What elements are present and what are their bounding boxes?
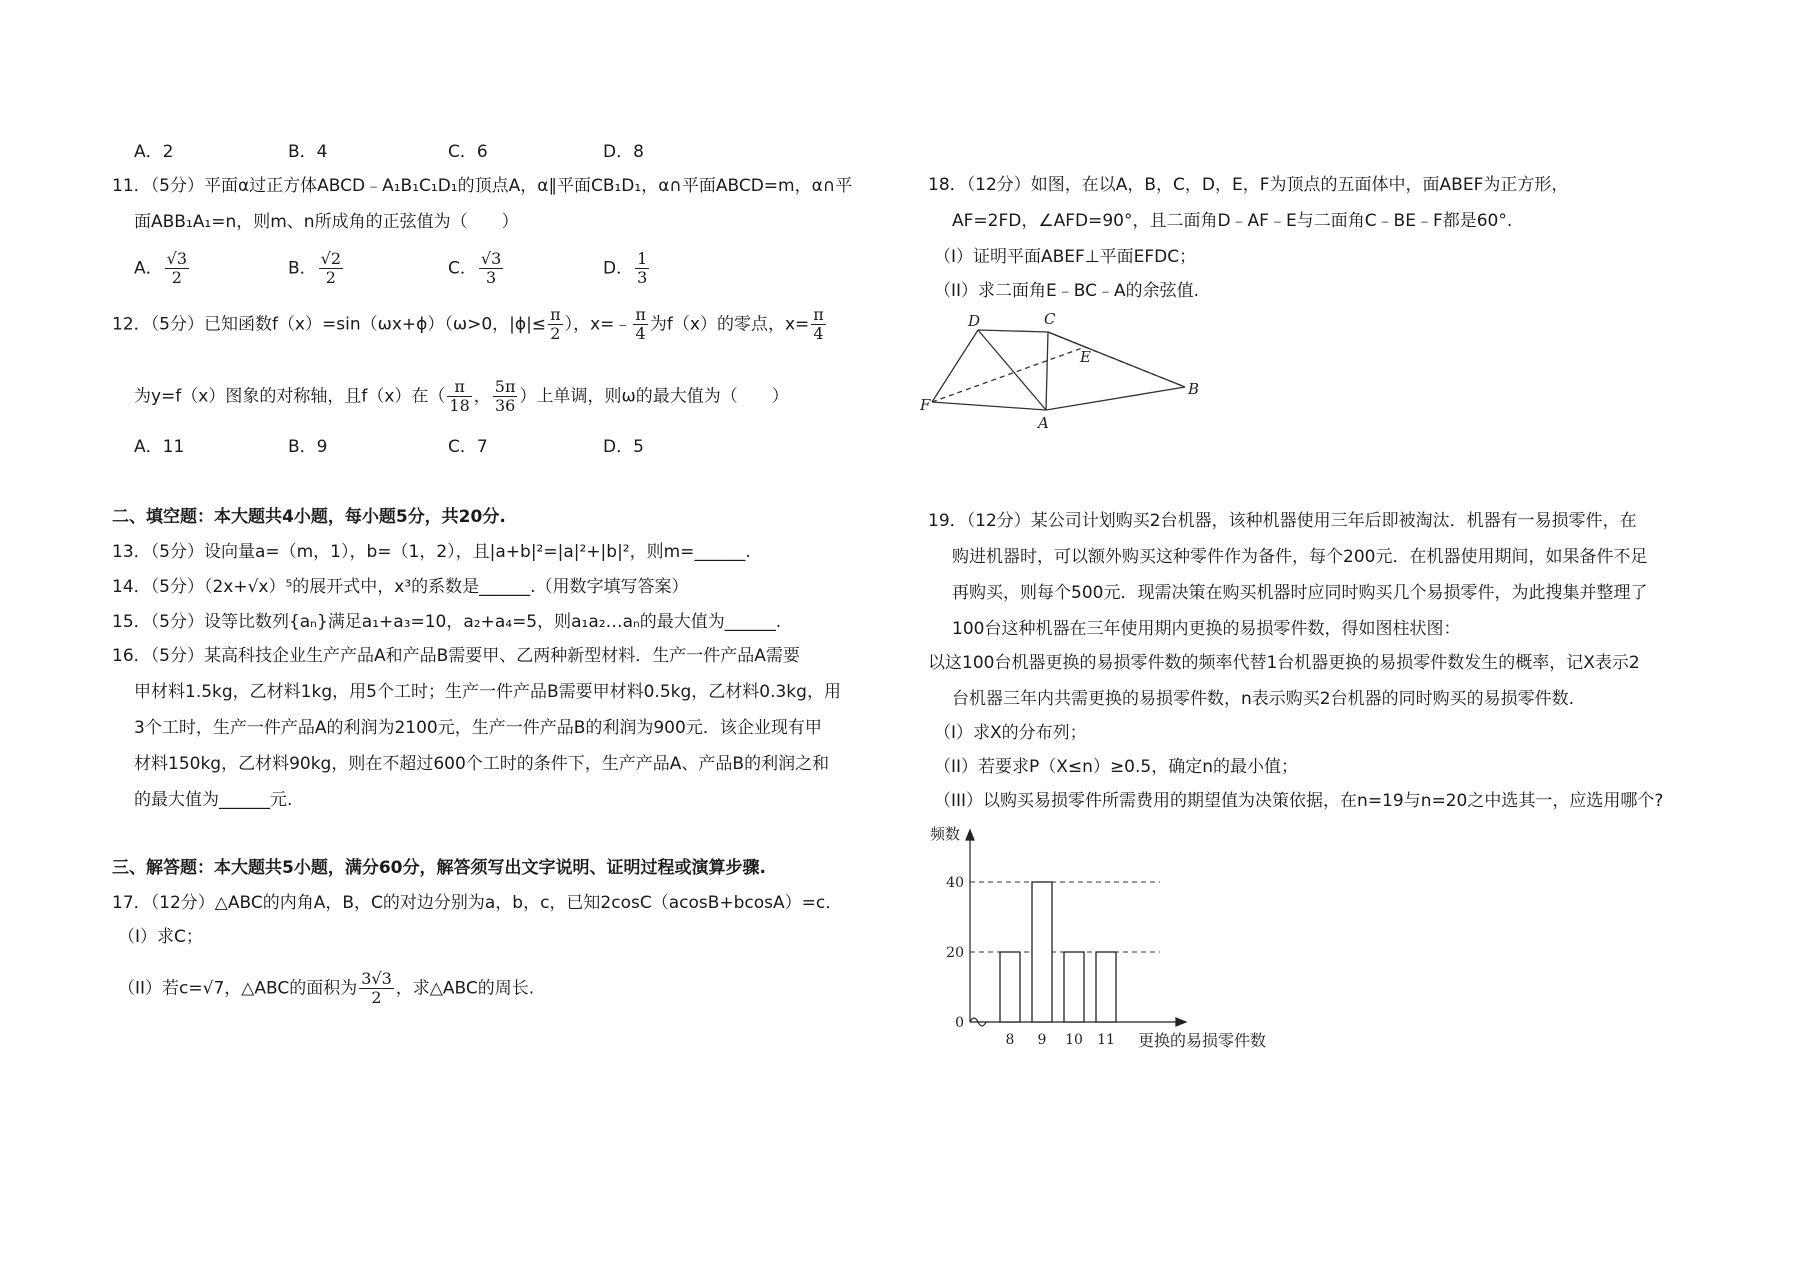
q11-b-num: √2	[320, 249, 342, 268]
q12-f4-den: 18	[449, 396, 470, 415]
q12-option-d: D．5	[603, 437, 644, 457]
q11-a-den: 2	[171, 268, 182, 287]
edge-fe	[932, 347, 1085, 402]
edge-fa	[932, 402, 1046, 410]
q12-l1b: ），x=﹣	[564, 314, 632, 335]
q13: 13．（5分）设向量a=（m，1），b=（1，2），且|a+b|²=|a|²+|b|²，则m=______.	[112, 542, 751, 562]
x-tick-label-10: 10	[1065, 1032, 1083, 1048]
q12-comma: ，	[473, 386, 491, 407]
x-tick-label-11: 11	[1097, 1032, 1115, 1048]
q11-d-num: 1	[637, 249, 648, 268]
y-axis-arrow	[966, 830, 974, 840]
y-axis-label: 频数	[930, 825, 961, 843]
q12-frac5	[493, 378, 518, 415]
q17-f-num: 3√3	[361, 969, 392, 988]
q11-option-a	[134, 250, 191, 287]
x-tick-label-8: 8	[1005, 1032, 1015, 1048]
section-2-heading: 二、填空题：本大题共4小题，每小题5分，共20分.	[112, 507, 506, 527]
q15: 15．（5分）设等比数列{aₙ}满足a₁+a₃=10，a₂+a₄=5，则a₁a₂…aₙ的最大值为______.	[112, 612, 782, 632]
q12-l1a: 12．（5分）已知函数f（x）=sin（ωx+ϕ）（ω>0，|ϕ|≤	[112, 314, 547, 335]
y-tick-label-40: 40	[946, 875, 964, 891]
bar-9	[1032, 882, 1052, 1022]
q12-f2-num: π	[635, 305, 646, 324]
q10-option-b: B．4	[288, 142, 328, 162]
q17-part2b: ，求△ABC的周长.	[395, 978, 535, 999]
q12-option-c: C．7	[448, 437, 488, 457]
vertex-b-label: B	[1188, 380, 1200, 398]
q11-option-d-label: D．	[603, 258, 634, 279]
q12-option-a: A．11	[134, 437, 185, 457]
q11-a-num: √3	[166, 249, 188, 268]
q10-option-c: C．6	[448, 142, 488, 162]
vertex-a-label: A	[1038, 414, 1049, 432]
q11-line1: 11．（5分）平面α过正方体ABCD﹣A₁B₁C₁D₁的顶点A，α∥平面CB₁D₁，α∩平面ABCD=m，α∩平	[112, 176, 853, 196]
q12-f5-num: 5π	[494, 377, 516, 396]
q17-part2	[118, 970, 534, 1007]
q12-f1-num: π	[550, 305, 561, 324]
edge-ca	[1046, 332, 1048, 410]
q12-f3-den: 4	[813, 324, 824, 343]
q11-option-c-fraction	[479, 250, 503, 287]
q12-frac4	[447, 378, 471, 415]
q17-f-den: 2	[371, 988, 382, 1007]
vertex-c-label: C	[1044, 312, 1056, 328]
q18-part2: （II）求二面角E﹣BC﹣A的余弦值.	[934, 281, 1200, 301]
q17-part2a: （II）若c=√7，△ABC的面积为	[118, 978, 358, 999]
edge-fd	[932, 330, 978, 402]
q19-line: 购进机器时，可以额外购买这种零件作为备件，每个200元．在机器使用期间，如果备件不足	[952, 547, 1648, 567]
q18-line1: 18．（12分）如图，在以A，B，C，D，E，F为顶点的五面体中，面ABEF为正方形，	[928, 175, 1569, 195]
q19-line: 再购买，则每个500元．现需决策在购买机器时应同时购买几个易损零件，为此搜集并整理了	[952, 583, 1648, 603]
q11-c-den: 3	[485, 268, 497, 287]
q12-f3-num: π	[813, 305, 824, 324]
q12-f5-den: 36	[494, 396, 516, 415]
q11-option-a-label: A．	[134, 258, 163, 279]
q11-option-b	[288, 250, 345, 287]
q12-f4-num: π	[447, 378, 471, 397]
q19-line: 以这100台机器更换的易损零件数的频率代替1台机器更换的易损零件数发生的概率，记X表示2	[928, 653, 1640, 673]
q19-line: 台机器三年内共需更换的易损零件数，n表示购买2台机器的同时购买的易损零件数.	[952, 689, 1574, 709]
x-axis-label: 更换的易损零件数	[1138, 1031, 1267, 1050]
section-3-heading: 三、解答题：本大题共5小题，满分60分，解答须写出文字说明、证明过程或演算步骤.	[112, 858, 766, 878]
vertex-f-label: F	[920, 396, 931, 414]
q11-line2: 面ABB₁A₁=n，则m、n所成角的正弦值为（ ）	[134, 212, 519, 232]
y-tick-label-0: 0	[955, 1015, 964, 1031]
q18-line2: AF=2FD，∠AFD=90°，且二面角D﹣AF﹣E与二面角C﹣BE﹣F都是60°.	[952, 211, 1513, 231]
q12-f1-den: 2	[550, 324, 561, 343]
q16-line: 16．（5分）某高科技企业生产产品A和产品B需要甲、乙两种新型材料．生产一件产品A需要	[112, 646, 800, 666]
edge-ab	[1046, 387, 1185, 410]
q12-frac1	[548, 306, 563, 343]
q11-option-b-fraction	[319, 250, 343, 287]
q16-line: 甲材料1.5kg，乙材料1kg，用5个工时；生产一件产品B需要甲材料0.5kg，乙材料0.3kg，用	[134, 682, 841, 702]
q11-c-num: √3	[480, 249, 502, 268]
q12-frac3	[811, 306, 826, 343]
q11-option-d	[603, 250, 651, 287]
q10-option-a: A．2	[134, 142, 174, 162]
q12-l2b: ）上单调，则ω的最大值为（ ）	[519, 386, 789, 407]
q12-option-b: B．9	[288, 437, 328, 457]
q14: 14．（5分）（2x+√x）⁵的展开式中，x³的系数是______.（用数字填写答案）	[112, 577, 689, 597]
vertex-e-label: E	[1080, 348, 1091, 366]
y-tick-label-20: 20	[946, 945, 964, 961]
q12-f2-den: 4	[635, 324, 646, 343]
q18-part1: （I）证明平面ABEF⊥平面EFDC；	[934, 247, 1197, 267]
q11-b-den: 2	[325, 268, 336, 287]
q16-line: 3个工时，生产一件产品A的利润为2100元，生产一件产品B的利润为900元．该企业现有甲	[134, 718, 822, 738]
q12-line2	[134, 378, 789, 415]
bar-chart	[920, 822, 1300, 1062]
q16-line: 的最大值为______元.	[134, 790, 293, 810]
q10-option-d: D．8	[603, 142, 644, 162]
bar-11	[1096, 952, 1116, 1022]
q12-l2a: 为y=f（x）图象的对称轴，且f（x）在（	[134, 386, 446, 407]
q16-line: 材料150kg，乙材料90kg，则在不超过600个工时的条件下，生产产品A、产品B的利润之和	[134, 754, 830, 774]
q12-l1c: 为f（x）的零点，x=	[649, 314, 810, 335]
pentahedron-figure	[920, 312, 1210, 440]
bar-8	[1000, 952, 1020, 1022]
q17-area-fraction	[359, 970, 394, 1007]
q19-line: 100台这种机器在三年使用期内更换的易损零件数，得如图柱状图：	[952, 619, 1461, 639]
q11-d-den: 3	[637, 268, 648, 287]
x-tick-label-9: 9	[1037, 1032, 1047, 1048]
q11-option-a-fraction	[165, 250, 189, 287]
q11-option-b-label: B．	[288, 258, 317, 279]
q17-part1: （I）求C；	[118, 927, 203, 947]
q11-option-d-fraction	[635, 250, 649, 287]
q11-option-c	[448, 250, 505, 287]
q12-frac2	[633, 306, 648, 343]
q19-line: 19．（12分）某公司计划购买2台机器，该种机器使用三年后即被淘汰．机器有一易损零件，在	[928, 511, 1637, 531]
x-axis-arrow	[1176, 1018, 1186, 1026]
q19-part2: （II）若要求P（X≤n）≥0.5，确定n的最小值；	[934, 757, 1298, 777]
q17: 17．（12分）△ABC的内角A，B，C的对边分别为a，b，c，已知2cosC（acosB+bcosA）=c．	[112, 893, 843, 913]
q19-part1: （I）求X的分布列；	[934, 723, 1087, 743]
edge-dc	[978, 330, 1048, 332]
q19-part3: （III）以购买易损零件所需费用的期望值为决策依据，在n=19与n=20之中选其一，应选用哪个?	[934, 791, 1664, 811]
edge-da	[978, 330, 1046, 410]
q12-line1	[112, 306, 828, 343]
vertex-d-label: D	[968, 312, 981, 330]
q11-option-c-label: C．	[448, 258, 477, 279]
bar-10	[1064, 952, 1084, 1022]
